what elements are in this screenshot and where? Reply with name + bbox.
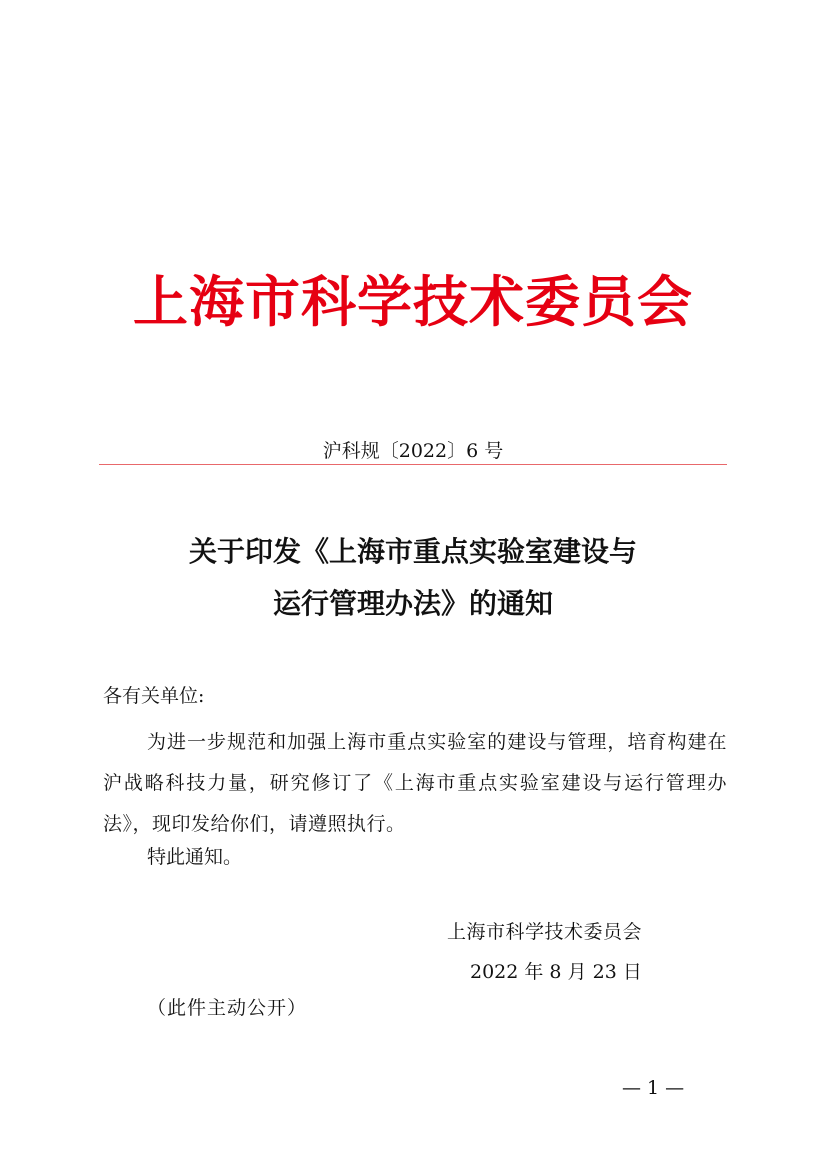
- disclosure-note: （此件主动公开）: [147, 997, 308, 1019]
- document-number: 沪科规〔2022〕6 号: [322, 440, 504, 462]
- document-title-line-1: 关于印发《上海市重点实验室建设与: [188, 535, 637, 568]
- document-title: [0, 526, 826, 630]
- salutation: 各有关单位:: [103, 685, 205, 707]
- document-title-line-2: 运行管理办法》的通知: [272, 587, 553, 620]
- issuer-title: 上海市科学技术委员会: [132, 269, 693, 334]
- signature-organization: 上海市科学技术委员会: [447, 921, 643, 943]
- closing-line: 特此通知。: [147, 846, 243, 868]
- signature-date: 2022 年 8 月 23 日: [470, 961, 642, 983]
- page-number: — 1 —: [622, 1077, 685, 1099]
- body-paragraph: 为进一步规范和加强上海市重点实验室的建设与管理，培育构建在沪战略科技力量，研究修订了《上海市重点实验室建设与运行管理办法》，现印发给你们，请遵照执行。: [103, 731, 727, 835]
- red-separator-line: [99, 464, 727, 465]
